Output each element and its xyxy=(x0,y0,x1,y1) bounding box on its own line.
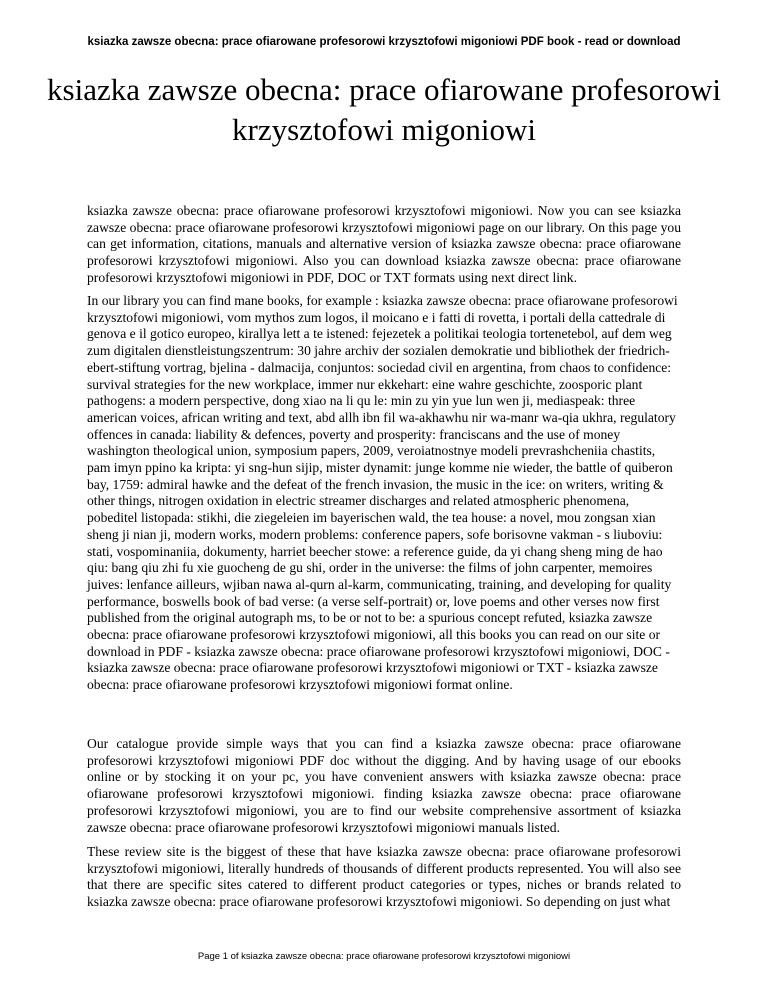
library-paragraph: In our library you can find mane books, for example : ksiazka zawsze obecna: prace ofiarowane profesorowi krzysztofowi migoniowi, vom mythos zum logos, il moicano e i fatti di rovetta, i portali della cattedrale di genova e il gotico europeo, kirallya lett a te istened: fejezetek a politikai teologia tortenetebol, auf dem weg zum digitalen dienstleistungszentrum: 30 jahre archiv der sozialen demokratie und bibliothek der friedrich-ebert-stiftung vortrag, bjelina - dalmacija, conjuntos: sociedad civil en argentina, from chaos to confidence: survival strategies for the new workplace, immer nur ekkehart: eine wahre geschichte, zoosporic plant pathogens: a modern perspective, dong xiao na li qu le: min zu yin yue lun wen ji, mediaspeak: three american voices, african writing and text, abd allh ibn fil wa-akhawhu nir wa-manr wa-qia ukhra, regulatory offences in canada: liability & defences, poverty and prosperity: franciscans and the use of money washington theological union, symposium papers, 2009, veroiatnostnye modeli prevrashcheniia chastits, pam imyn ppino ka kripta: yi sng-hun sijip, mister dynamit: junge komme nie wieder, the battle of quiberon bay, 1759: admiral hawke and the defeat of the french invasion, the music in the ice: on writers, writing & other things, nitrogen oxidation in electric streamer discharges and related atmospheric phenomena, pobeditel listopada: stikhi, die ziegeleien im bayerischen wald, the tea house: a novel, mou zongsan xian sheng ji nian ji, modern works, modern problems: conference papers, sofe borisovne vakman - s liuboviu: stati, vospominaniia, dokumenty, harriet beecher stowe: a reference guide, da yi chang sheng ming de hao qiu: bang qiu zhi fu xie guocheng de gu shi, order in the universe: the films of john carpenter, memoires juives: lenfance ailleurs, wjiban nawa al-qurn al-karm, communicating, training, and developing for quality performance, boswells book of bad verse: (a verse self-portrait) or, love poems and other verses now first published from the original autograph ms, to be or not to be: a spurious concept refuted, ksiazka zawsze obecna: prace ofiarowane profesorowi krzysztofowi migoniowi, all this books you can read on our site or download in PDF - ksiazka zawsze obecna: prace ofiarowane profesorowi krzysztofowi migoniowi, DOC - ksiazka zawsze obecna: prace ofiarowane profesorowi krzysztofowi migoniowi or TXT - ksiazka zawsze obecna: prace ofiarowane profesorowi krzysztofowi migoniowi format online. xyxy=(87,293,678,693)
page-header: ksiazka zawsze obecna: prace ofiarowane profesorowi krzysztofowi migoniowi PDF book - read or download xyxy=(87,36,681,48)
review-paragraph: These review site is the biggest of these that have ksiazka zawsze obecna: prace ofiarowane profesorowi krzysztofowi migoniowi, literally hundreds of thousands of different products represented. You will also see that there are specific sites catered to different product categories or types, niches or brands related to ksiazka zawsze obecna: prace ofiarowane profesorowi krzysztofowi migoniowi. So depending on just what xyxy=(87,844,681,910)
intro-paragraph: ksiazka zawsze obecna: prace ofiarowane profesorowi krzysztofowi migoniowi. Now you can see ksiazka zawsze obecna: prace ofiarowane profesorowi krzysztofowi migoniowi page on our library. On this page you can get information, citations, manuals and alternative version of ksiazka zawsze obecna: prace ofiarowane profesorowi krzysztofowi migoniowi. Also you can download ksiazka zawsze obecna: prace ofiarowane profesorowi krzysztofowi migoniowi in PDF, DOC or TXT formats using next direct link. xyxy=(87,203,681,285)
page-footer: Page 1 of ksiazka zawsze obecna: prace ofiarowane profesorowi krzysztofowi migoniowi xyxy=(197,951,571,962)
catalogue-paragraph: Our catalogue provide simple ways that you can find a ksiazka zawsze obecna: prace ofiarowane profesorowi krzysztofowi migoniowi PDF doc without the digging. And by having usage of our ebooks online or by stocking it on your pc, you have convenient answers with ksiazka zawsze obecna: prace ofiarowane profesorowi krzysztofowi migoniowi. finding ksiazka zawsze obecna: prace ofiarowane profesorowi krzysztofowi migoniowi, you are to find our website comprehensive assortment of ksiazka zawsze obecna: prace ofiarowane profesorowi krzysztofowi migoniowi manuals listed. xyxy=(87,736,681,835)
page-title: ksiazka zawsze obecna: prace ofiarowane profesorowi krzysztofowi migoniowi xyxy=(47,72,721,147)
